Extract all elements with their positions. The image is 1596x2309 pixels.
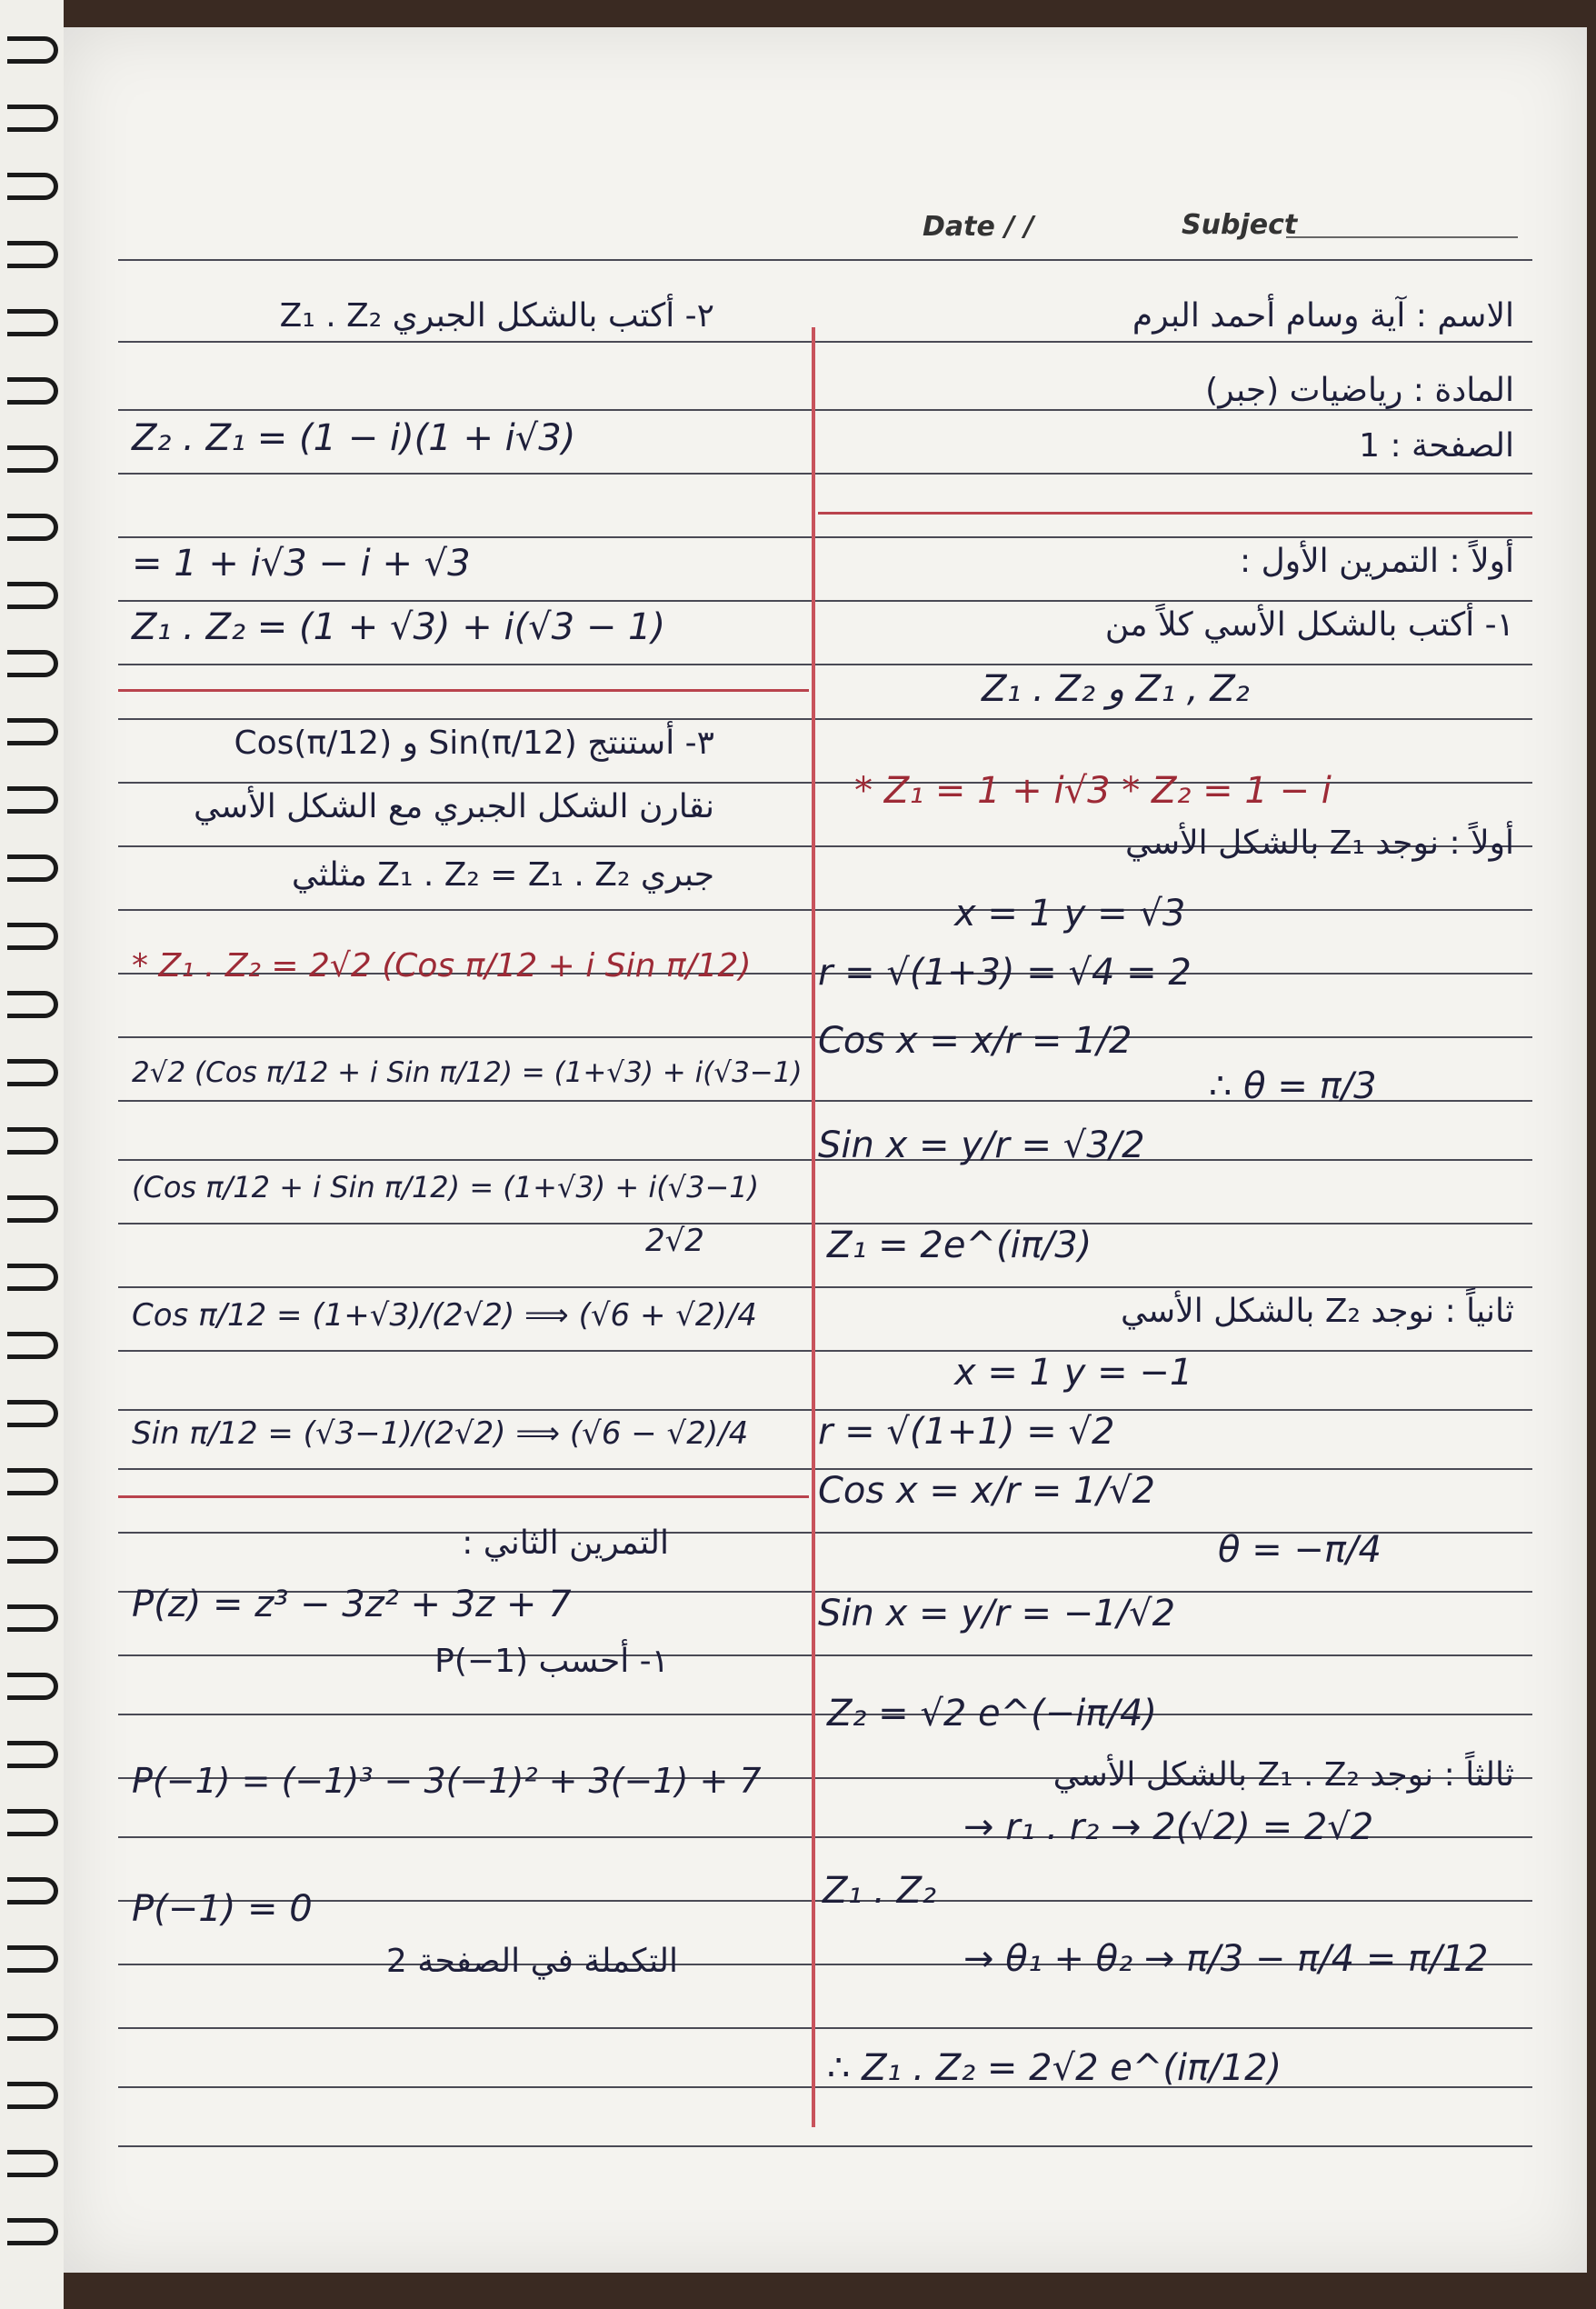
ruled-line xyxy=(118,536,1532,538)
step-3-result: ∴ Z₁ . Z₂ = 2√2 e^(iπ/12) xyxy=(827,2047,1282,2089)
spiral-ring xyxy=(7,582,58,609)
spiral-ring xyxy=(7,514,58,541)
left-line-5: 2√2 (Cos π/12 + i Sin π/12) = (1+√3) + i(√3−1) xyxy=(132,1056,803,1089)
spiral-ring xyxy=(7,1195,58,1223)
question-1-line-2: Z₁ , Z₂ و Z₁ . Z₂ xyxy=(982,668,1250,710)
subject-name: المادة : رياضيات (جبر) xyxy=(1205,372,1514,409)
step-2-cos: Cos x = x/r = 1/√2 xyxy=(818,1470,1155,1512)
spiral-ring xyxy=(7,855,58,882)
step-1-title: أولاً : نوجد Z₁ بالشكل الأسي xyxy=(1124,825,1514,862)
step-3-modulus: → r₁ . r₂ → 2(√2) = 2√2 xyxy=(963,1806,1374,1848)
spiral-ring xyxy=(7,1741,58,1768)
polynomial-question-1: ١- أحسب P(−1) xyxy=(434,1643,669,1680)
exercise-1-title: أولاً : التمرين الأول : xyxy=(1240,543,1514,580)
ruled-line xyxy=(118,600,1532,602)
spiral-ring xyxy=(7,923,58,950)
subject-label: Subject xyxy=(1182,209,1298,241)
left-line-7: Cos π/12 = (1+√3)/(2√2) ⟹ (√6 + √2)/4 xyxy=(132,1297,757,1334)
left-line-6b: 2√2 xyxy=(645,1223,704,1259)
polynomial-result: P(−1) = 0 xyxy=(132,1888,313,1930)
left-line-1: Z₂ . Z₁ = (1 − i)(1 + i√3) xyxy=(132,417,576,459)
center-margin-line xyxy=(812,327,815,2127)
step-1-angle: ∴ θ = π/3 xyxy=(1209,1065,1377,1107)
ruled-line xyxy=(118,341,1532,343)
ruled-line xyxy=(118,2086,1532,2088)
ruled-line xyxy=(118,409,1532,411)
date-label: Date / / xyxy=(923,211,1034,243)
spiral-ring xyxy=(7,1673,58,1700)
spiral-ring xyxy=(7,1332,58,1359)
left-separator-1 xyxy=(118,689,809,692)
spiral-ring xyxy=(7,2218,58,2245)
step-1-sin: Sin x = y/r = √3/2 xyxy=(818,1125,1145,1166)
spiral-ring xyxy=(7,1468,58,1495)
spiral-ring xyxy=(7,991,58,1018)
question-3-line-2: نقارن الشكل الجبري مع الشكل الأسي xyxy=(194,788,714,825)
spiral-ring xyxy=(7,445,58,473)
given-values: * Z₁ = 1 + i√3 * Z₂ = 1 − i xyxy=(854,770,1332,812)
left-line-8: Sin π/12 = (√3−1)/(2√2) ⟹ (√6 − √2)/4 xyxy=(132,1415,749,1452)
continued-note: التكملة في الصفحة 2 xyxy=(385,1943,678,1980)
page-header xyxy=(64,191,1587,264)
ruled-line xyxy=(118,1714,1532,1715)
ruled-line xyxy=(118,1286,1532,1288)
question-3-line-1: ٣- أستنتج Sin(π/12) و Cos(π/12) xyxy=(234,725,714,762)
ruled-line xyxy=(118,259,1532,261)
spiral-ring xyxy=(7,377,58,405)
ruled-line xyxy=(118,473,1532,475)
step-3-product-label: Z₁ . Z₂ xyxy=(823,1870,937,1912)
ruled-line xyxy=(118,2027,1532,2029)
spiral-ring xyxy=(7,309,58,336)
step-1-cos: Cos x = x/r = 1/2 xyxy=(818,1020,1132,1062)
step-2-modulus: r = √(1+1) = √2 xyxy=(818,1411,1115,1453)
exercise-2-title: التمرين الثاني : xyxy=(462,1524,669,1562)
spiral-ring xyxy=(7,1809,58,1836)
step-3-argument: → θ₁ + θ₂ → π/3 − π/4 = π/12 xyxy=(963,1938,1489,1980)
ruled-line xyxy=(118,909,1532,911)
left-line-2: = 1 + i√3 − i + √3 xyxy=(132,543,471,585)
spiral-ring xyxy=(7,2082,58,2109)
spiral-ring xyxy=(7,786,58,814)
question-2-title: ٢- أكتب بالشكل الجبري Z₁ . Z₂ xyxy=(279,297,714,335)
ruled-line xyxy=(118,718,1532,720)
spiral-ring xyxy=(7,718,58,745)
spiral-ring xyxy=(7,1945,58,1973)
step-1-xy: x = 1 y = √3 xyxy=(954,893,1186,935)
spiral-ring xyxy=(7,173,58,200)
spiral-ring xyxy=(7,241,58,268)
question-1-line-1: ١- أكتب بالشكل الأسي كلاً من xyxy=(1104,606,1514,644)
spiral-ring xyxy=(7,1127,58,1154)
step-1-exponential: Z₁ = 2e^(iπ/3) xyxy=(827,1224,1092,1266)
spiral-ring xyxy=(7,1264,58,1291)
polynomial-definition: P(z) = z³ − 3z² + 3z + 7 xyxy=(132,1584,572,1625)
step-1-modulus: r = √(1+3) = √4 = 2 xyxy=(818,952,1192,994)
left-line-3: Z₁ . Z₂ = (1 + √3) + i(√3 − 1) xyxy=(132,606,666,648)
ruled-line xyxy=(118,1654,1532,1656)
step-2-xy: x = 1 y = −1 xyxy=(954,1352,1193,1394)
page-number: الصفحة : 1 xyxy=(1359,427,1514,465)
question-3-line-3: جبري Z₁ . Z₂ = Z₁ . Z₂ مثلثي xyxy=(291,856,714,894)
spiral-ring xyxy=(7,1877,58,1904)
polynomial-calculation: P(−1) = (−1)³ − 3(−1)² + 3(−1) + 7 xyxy=(132,1761,762,1801)
spiral-ring xyxy=(7,1536,58,1564)
ruled-line xyxy=(118,1350,1532,1352)
step-2-sin: Sin x = y/r = −1/√2 xyxy=(818,1593,1176,1634)
notebook-page xyxy=(64,27,1587,2273)
student-name: الاسم : آية وسام أحمد البرم xyxy=(1132,297,1514,335)
spiral-ring xyxy=(7,2014,58,2041)
spiral-ring xyxy=(7,2150,58,2177)
step-3-title: ثالثاً : نوجد Z₁ . Z₂ بالشكل الأسي xyxy=(1052,1756,1514,1794)
step-2-title: ثانياً : نوجد Z₂ بالشكل الأسي xyxy=(1121,1293,1514,1330)
spiral-ring xyxy=(7,1059,58,1086)
ruled-line xyxy=(118,1223,1532,1224)
right-header-separator xyxy=(818,512,1532,515)
spiral-ring xyxy=(7,105,58,132)
subject-underline xyxy=(1286,236,1518,238)
left-separator-2 xyxy=(118,1495,809,1498)
left-line-4: * Z₁ . Z₂ = 2√2 (Cos π/12 + i Sin π/12) xyxy=(132,947,752,985)
left-line-6a: (Cos π/12 + i Sin π/12) = (1+√3) + i(√3−1) xyxy=(132,1170,760,1204)
spiral-binding xyxy=(0,0,64,2309)
spiral-ring xyxy=(7,1604,58,1632)
ruled-line xyxy=(118,664,1532,665)
ruled-line xyxy=(118,2145,1532,2147)
spiral-ring xyxy=(7,1400,58,1427)
spiral-ring xyxy=(7,650,58,677)
step-2-angle: θ = −π/4 xyxy=(1218,1529,1382,1571)
step-2-exponential: Z₂ = √2 e^(−iπ/4) xyxy=(827,1693,1158,1734)
spiral-ring xyxy=(7,36,58,64)
